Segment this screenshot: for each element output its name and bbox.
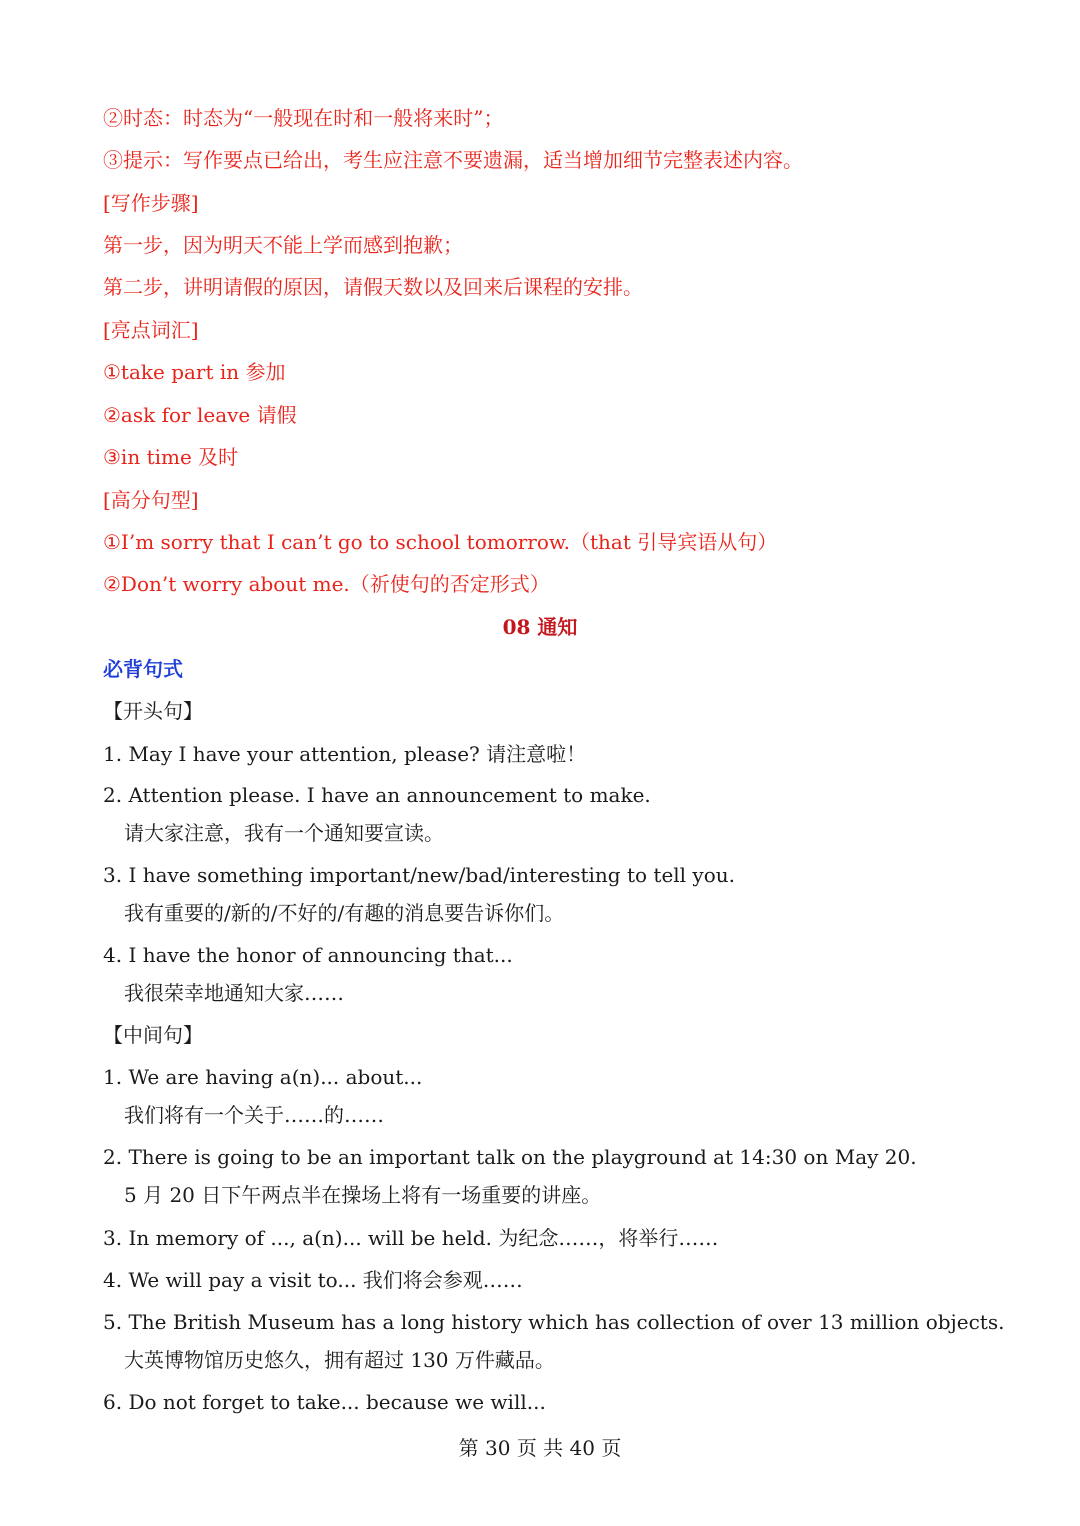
hint-tip: ③提示：写作要点已给出，考生应注意不要遗漏，适当增加细节完整表述内容。 — [103, 148, 803, 172]
opening-sentence-2-en: 2. Attention please. I have an announcement to make. — [103, 783, 651, 807]
high-score-sentence-2: ②Don’t worry about me.（祈使句的否定形式） — [103, 572, 550, 596]
opening-sentence-4-zh: 我很荣幸地通知大家…… — [124, 981, 344, 1005]
opening-sentence-2-zh: 请大家注意，我有一个通知要宣读。 — [124, 821, 444, 845]
middle-heading: 【中间句】 — [103, 1023, 203, 1047]
opening-sentence-3-zh: 我有重要的/新的/不好的/有趣的消息要告诉你们。 — [124, 901, 565, 925]
opening-heading: 【开头句】 — [103, 699, 203, 723]
highlight-word-3: ③in time 及时 — [103, 445, 239, 469]
middle-sentence-5-zh: 大英博物馆历史悠久，拥有超过 130 万件藏品。 — [124, 1348, 555, 1372]
highlight-word-1: ①take part in 参加 — [103, 360, 286, 384]
tense-tip: ②时态：时态为“一般现在时和一般将来时”； — [103, 106, 504, 130]
writing-step-2: 第二步，讲明请假的原因，请假天数以及回来后课程的安排。 — [103, 275, 643, 299]
middle-sentence-1-zh: 我们将有一个关于……的…… — [124, 1103, 384, 1127]
opening-sentence-3-en: 3. I have something important/new/bad/interesting to tell you. — [103, 863, 736, 887]
section-subtitle: 必背句式 — [103, 657, 183, 681]
middle-sentence-5-en: 5. The British Museum has a long history which has collection of over 13 million objects. — [103, 1310, 1005, 1334]
highlight-words-heading: [亮点词汇] — [103, 318, 199, 342]
page-footer: 第 30 页 共 40 页 — [458, 1436, 622, 1460]
middle-sentence-3: 3. In memory of ..., a(n)... will be held. 为纪念……，将举行…… — [103, 1226, 719, 1250]
high-score-heading: [高分句型] — [103, 488, 199, 512]
writing-step-1: 第一步，因为明天不能上学而感到抱歉； — [103, 233, 463, 257]
opening-sentence-1: 1. May I have your attention, please? 请注意啦！ — [103, 742, 587, 766]
middle-sentence-6-en: 6. Do not forget to take... because we will... — [103, 1390, 546, 1414]
writing-steps-heading: [写作步骤] — [103, 191, 199, 215]
opening-sentence-4-en: 4. I have the honor of announcing that... — [103, 943, 513, 967]
highlight-word-2: ②ask for leave 请假 — [103, 403, 297, 427]
section-title: 08 通知 — [502, 615, 578, 639]
high-score-sentence-1: ①I’m sorry that I can’t go to school tomorrow.（that 引导宾语从句） — [103, 530, 778, 554]
middle-sentence-2-en: 2. There is going to be an important talk on the playground at 14:30 on May 20. — [103, 1145, 917, 1169]
middle-sentence-2-zh: 5 月 20 日下午两点半在操场上将有一场重要的讲座。 — [124, 1183, 602, 1207]
middle-sentence-1-en: 1. We are having a(n)... about... — [103, 1065, 423, 1089]
middle-sentence-4: 4. We will pay a visit to... 我们将会参观…… — [103, 1268, 523, 1292]
